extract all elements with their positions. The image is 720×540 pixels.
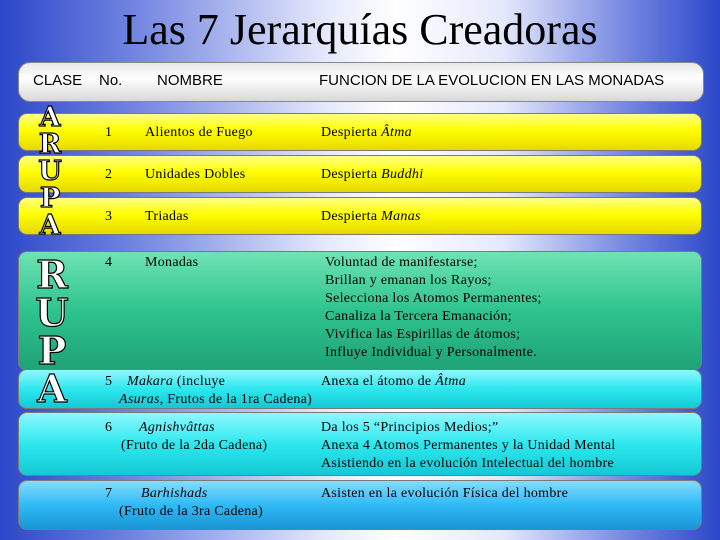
row-funcion: Voluntad de manifestarse; Brillan y emanan los Rayos; Selecciona los Atomos Permanentes; Canaliza la Tercera Emanación; Vivifica las Espirillas de átomos; Influye Individual y Personalmente. [325,255,542,360]
rupa-label: R U P A [35,252,69,411]
row-funcion: Despierta Âtma [321,125,412,140]
table-row [18,480,702,530]
table-header [18,62,704,102]
row-funcion: Despierta Manas [321,209,421,224]
table-row [18,197,702,235]
row-number: 2 [105,167,113,182]
table-row [18,251,702,371]
row-nombre: Triadas [145,209,189,224]
table-row [18,412,702,476]
table-row [18,113,702,151]
row-number: 3 [105,209,113,224]
row-nombre: Barhishads (Fruto de la 3ra Cadena) [119,486,264,519]
row-nombre: Monadas [145,255,199,270]
header-no: No. [99,72,123,89]
row-funcion: Da los 5 “Principios Medios;” Anexa 4 Atomos Permanentes y la Unidad Mental Asistiendo en la evolución Intelectual del hombre [321,420,616,471]
row-nombre: Agnishvâttas (Fruto de la 2da Cadena) [121,420,268,453]
row-funcion: Anexa el átomo de Âtma [321,374,467,389]
row-funcion: Despierta Buddhi [321,167,424,182]
row-number: 6 [105,420,113,435]
row-nombre: Makara (incluye Asuras, Frutos de la 1ra Cadena) [119,374,313,407]
header-clase: CLASE [33,72,83,89]
row-number: 7 [105,486,113,501]
row-nombre: Alientos de Fuego [145,125,253,140]
row-number: 1 [105,125,113,140]
row-funcion: Asisten en la evolución Física del hombre [321,486,569,501]
row-number: 5 [105,374,113,389]
arupa-label: A R U P A [38,102,62,241]
row-nombre: Unidades Dobles [145,167,246,182]
page-title: Las 7 Jerarquías Creadoras [122,5,598,54]
header-funcion: FUNCION DE LA EVOLUCION EN LAS MONADAS [319,72,665,89]
header-nombre: NOMBRE [157,72,223,89]
table-row [18,155,702,193]
table-row [18,369,702,409]
row-number: 4 [105,255,113,270]
